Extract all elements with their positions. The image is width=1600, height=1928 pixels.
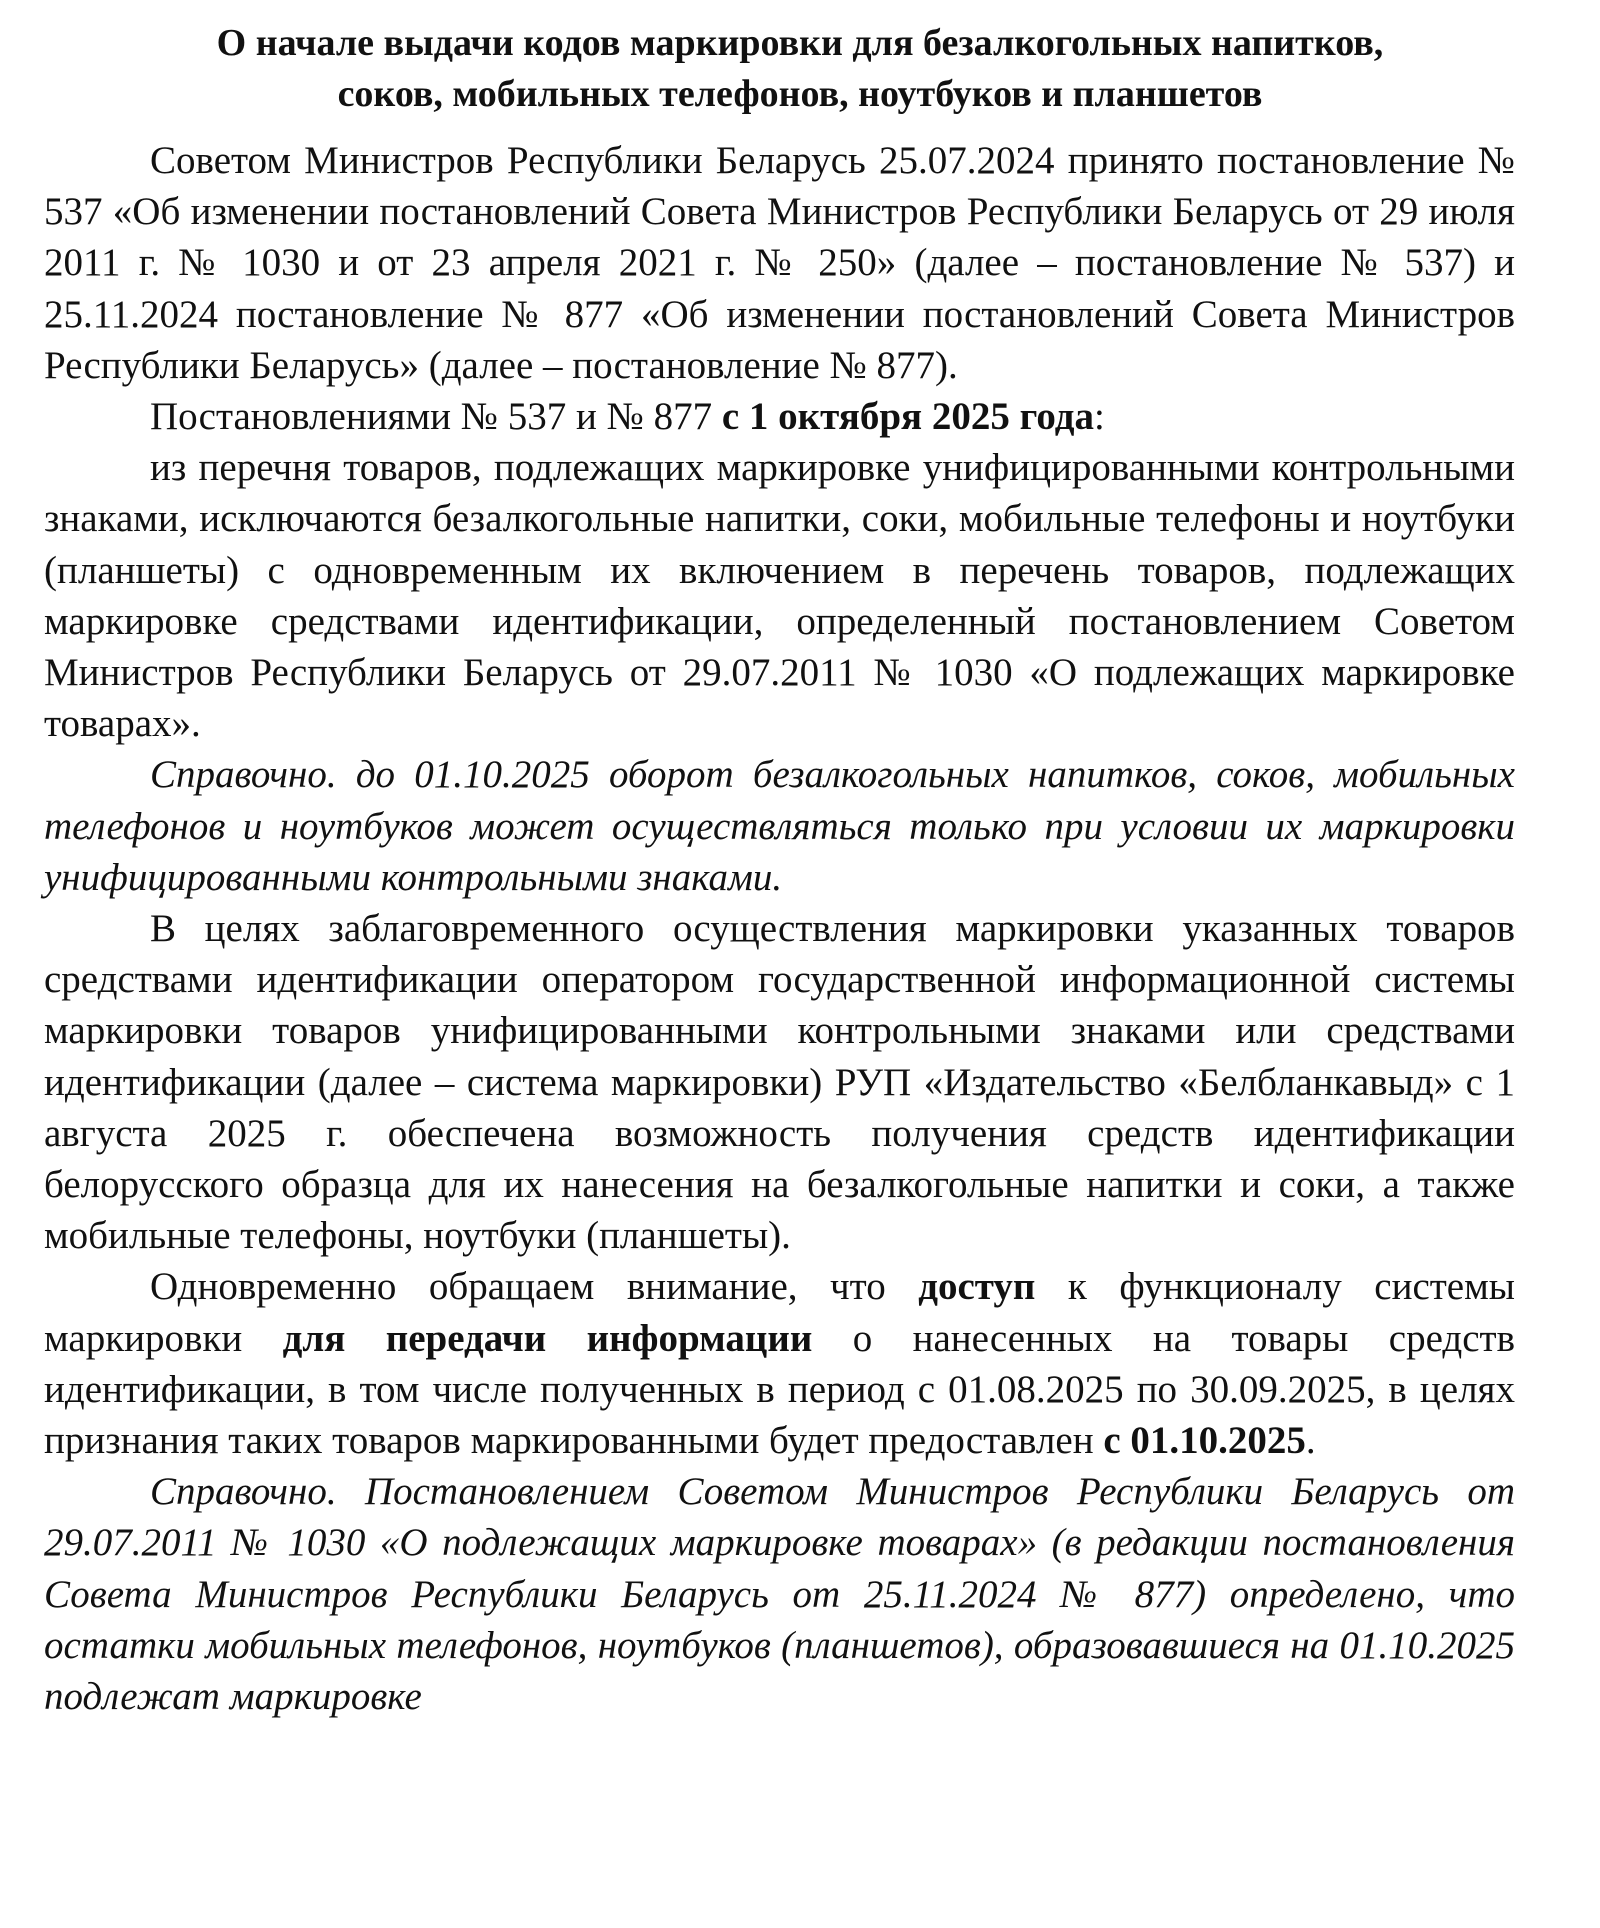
paragraph-effective-date-text: Постановлениями № 537 и № 877 (150, 395, 722, 439)
title-line-1: О начале выдачи кодов маркировки для безалкогольных напитков, (216, 22, 1384, 64)
effective-date-bold: с 1 октября 2025 года (721, 395, 1095, 439)
paragraph-effective-date (44, 391, 1515, 442)
system-access-text-a: Одновременно обращаем внимание, что (150, 1265, 919, 1309)
document-body (44, 135, 1515, 1722)
system-access-bold-access: доступ (918, 1265, 1036, 1309)
paragraph-system-access (44, 1261, 1515, 1466)
document-title (0, 18, 1600, 120)
paragraph-reference-note-2: Справочно. Постановлением Советом Министров Республики Беларусь от 29.07.2011 № 1030 «О подлежащих маркировке товарах» (в редакции постановления Совета Министров Республики Беларусь от 25.11.2024 № 877) определено, что остатки мобильных телефонов, ноутбуков (планшетов), образовавшиеся на 01.10.2025 подлежат маркировке (44, 1470, 1515, 1719)
system-access-text-e: о нанесенных на товары средств идентификации, в том числе полученных в период с 01.08.2025 по 30.09.2025, в целях признания таких товаров маркированными будет предоставлен (44, 1316, 1516, 1463)
paragraph-reference-note-1: Справочно. до 01.10.2025 оборот безалкогольных напитков, соков, мобильных телефонов и ноутбуков может осуществляться только при условии их маркировки унифицированными контрольными знаками. (44, 753, 1515, 899)
paragraph-goods-list-change: из перечня товаров, подлежащих маркировке унифицированными контрольными знаками, исключаются безалкогольные напитки, соки, мобильные телефоны и ноутбуки (планшеты) с одновременным их включением в перечень товаров, подлежащих маркировке средствами идентификации, определенный постановлением Советом Министров Республики Беларусь от 29.07.2011 № 1030 «О подлежащих маркировке товарах». (44, 446, 1515, 746)
system-access-bold-transfer: для передачи информации (282, 1316, 813, 1360)
paragraph-resolutions-adopted: Советом Министров Республики Беларусь 25.07.2024 принято постановление № 537 «Об изменении постановлений Совета Министров Республики Беларусь от 29 июля 2011 г. № 1030 и от 23 апреля 2021 г. № 250» (далее – постановление № 537) и 25.11.2024 постановление № 877 «Об изменении постановлений Совета Министров Республики Беларусь» (далее – постановление № 877). (44, 139, 1515, 387)
system-access-text-g: . (1305, 1419, 1316, 1463)
title-line-2: соков, мобильных телефонов, ноутбуков и планшетов (337, 73, 1263, 115)
paragraph-advance-marking: В целях заблаговременного осуществления маркировки указанных товаров средствами идентификации оператором государственной информационной системы маркировки товаров унифицированными контрольными знаками или средствами идентификации (далее – система маркировки) РУП «Издательство «Белбланкавыд» с 1 августа 2025 г. обеспечена возможность получения средств идентификации белорусского образца для их нанесения на безалкогольные напитки и соки, а также мобильные телефоны, ноутбуки (планшеты). (44, 907, 1515, 1258)
system-access-text-c: к функционалу системы маркировки (44, 1265, 1515, 1360)
system-access-bold-date: с 01.10.2025 (1103, 1419, 1306, 1463)
paragraph-effective-date-end: : (1094, 395, 1105, 439)
